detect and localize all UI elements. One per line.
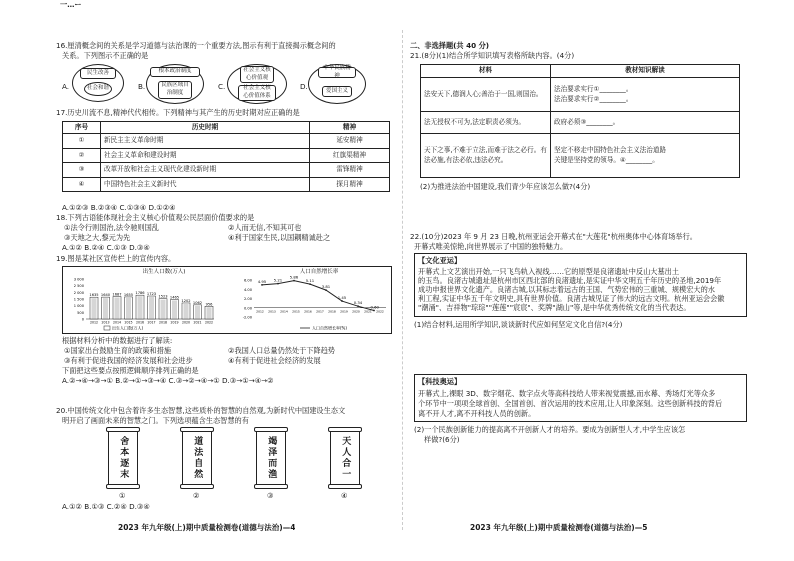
birth-bar-label: 1202	[181, 298, 191, 303]
q22-box2-title: 【科技奥运】	[418, 377, 462, 386]
q16-line1: 16.厘清概念间的关系是学习道德与法治课的一个重要方法,图示有利于直接揭示概念间的	[56, 41, 336, 50]
birth-bar-label: 1640	[100, 293, 111, 298]
q16-option-a: A.	[62, 82, 70, 91]
q19-option1: ①国家出台鼓励生育的政策和措施	[64, 346, 172, 355]
birth-chart-xtick: 2013	[101, 320, 110, 325]
growth-point-label: 5.86	[289, 274, 299, 280]
q20-line1: 20.中国传统文化中包含着许多生态智慧,这些质朴的智慧的自然观,为新时代中国建设生态文	[56, 406, 346, 415]
q17-row1-period: 新民主主义革命时期	[101, 134, 310, 149]
birth-chart-ytick: 0	[81, 317, 84, 322]
birth-chart-ytick: 1 500	[73, 297, 84, 302]
q22-line1: 22.(10分)2023 年 9 月 23 日晚,杭州亚运会开幕式在"大莲花"杭州奥体中心体育场举行。	[410, 232, 697, 241]
q22-box1-line1: 开幕式上文艺演出开始,一只飞鸟轨入视线……它的原型是良渚遗址中反山大墓出土	[418, 267, 680, 276]
birth-chart-xtick: 2022	[204, 320, 214, 325]
birth-chart-xtick: 2012	[89, 320, 99, 325]
q21-table	[420, 64, 740, 178]
growth-point	[277, 283, 279, 285]
section-title: 二、非选择题(共 40 分)	[410, 41, 490, 50]
left-column	[56, 0, 395, 561]
growth-chart	[243, 267, 386, 331]
q22-box2-line3: 离不开人才,离不开科技人员的创新。	[418, 409, 536, 418]
birth-chart-ytick: 3 000	[73, 277, 84, 282]
q17-row3-spirit: 雷锋精神	[310, 163, 390, 178]
q18-option3: ③天地之大,黎元为先	[64, 233, 131, 242]
growth-point-label: 3.81	[321, 284, 331, 290]
birth-bar-label: 1062	[192, 300, 203, 305]
q20-scroll-2-text: 道法自然	[192, 436, 203, 480]
growth-chart-xtick: 2019	[340, 309, 348, 314]
q22-sub1: (1)结合材料,运用所学知识,谈谈新时代应如何坚定文化自信?(4分)	[414, 320, 623, 329]
birth-bar-label: 1655	[123, 292, 134, 297]
q19-option4: ④有利于促进社会经济的发展	[228, 356, 321, 365]
q19-options: A.②→④→③→① B.②→①→③→④ C.③→②→④→① D.③→①→④→②	[62, 376, 274, 385]
q16-fig-b-inner: 民族区域自治制度	[158, 81, 192, 99]
growth-point	[341, 300, 343, 302]
q16-fig-b-top: 根本政治制度	[150, 67, 200, 77]
q19-line3: 下面把这些要点按照逻辑顺序排列正确的是	[62, 366, 199, 375]
right-column	[410, 0, 750, 561]
growth-chart-xtick: 2018	[328, 309, 336, 314]
birth-legend-label: 出生人口数(万人)	[112, 325, 144, 331]
q17-row2-spirit: 红旗渠精神	[310, 148, 390, 163]
q20-line2: 明开启了画面未来的智慧之门。下列选项蕴含生态智慧的有	[62, 416, 249, 425]
q20-scroll-1	[108, 430, 138, 486]
growth-point	[373, 310, 375, 312]
growth-chart-xtick: 2012	[256, 309, 264, 314]
birth-chart-xtick: 2015	[124, 320, 133, 325]
growth-point	[309, 283, 311, 285]
birth-chart	[74, 267, 214, 331]
q17-row1-no: ①	[63, 134, 101, 149]
q20-scroll-1-text: 舍本逐末	[118, 436, 129, 480]
birth-chart-ytick: 1 000	[73, 304, 84, 309]
q21-header-interpretation: 教材知识解读	[551, 65, 740, 78]
growth-chart-xtick: 2020	[352, 309, 360, 314]
q19-line1: 19.图是某社区宣传栏上的宣传内容。	[56, 254, 176, 263]
growth-chart-title: 人口自然增长率	[299, 269, 339, 275]
q20-scroll-3-text: 竭泽而渔	[266, 436, 277, 480]
q18-option1: ①法令行则国治,法令驰则国乱	[64, 223, 159, 232]
q17-row2-no: ②	[63, 148, 101, 163]
growth-chart-ytick: 6.00	[243, 278, 252, 283]
q19-option3: ③有利于促进我国的经济发展和社会进步	[64, 356, 193, 365]
growth-legend-label: 人口自然增长率(%)	[312, 325, 347, 331]
q20-scroll-2	[182, 430, 212, 486]
birth-chart-title: 出生人口数(万人)	[142, 269, 186, 275]
q22-box1-title: 【文化亚运】	[418, 256, 462, 265]
birth-bar-label: 956	[205, 302, 213, 307]
birth-legend-swatch	[104, 326, 110, 330]
birth-bar-label: 1723	[146, 292, 157, 297]
q21-sub2: (2)为推进法治中国建设,我们青少年应该怎么做?(4分)	[420, 182, 591, 191]
q21-row1-answer: 法治要求实行①________。 法治要求实行②________。	[551, 78, 740, 112]
q21-row3-material: 天下之事,不难于立法,而难于法之必行。有法必施,有法必依,违法必究。	[421, 134, 551, 178]
q17-row4-spirit: 探月精神	[310, 177, 390, 192]
q22-box2-line2: 个环节中一项项全球首创、全国首创、首次运用的技术应用,让人印象深刻。这些创新科技的背后	[418, 399, 723, 408]
footer-left: 2023 年九年级(上)期中质量检测卷(道德与法治)—4	[118, 523, 296, 532]
q20-label-4: ④	[341, 491, 348, 500]
growth-chart-xtick: 2017	[316, 309, 324, 314]
birth-bar-label: 1786	[135, 291, 145, 296]
growth-chart-xtick: 2016	[304, 309, 312, 314]
birth-chart-xtick: 2020	[181, 320, 191, 325]
birth-bar-label: 1465	[169, 295, 180, 300]
q18-option2: ②人而无信,不知其可也	[228, 223, 302, 232]
growth-point-label: 5.21	[273, 277, 283, 283]
q16-fig-a-top: 民生改善	[80, 68, 116, 79]
q21-row2-material: 法无授权不可为,法定职责必须为。	[421, 112, 551, 134]
q20-options: A.①② B.①③ C.②④ D.③④	[62, 502, 150, 511]
growth-chart-xtick: 2014	[280, 309, 288, 314]
q17-row4-no: ④	[63, 177, 101, 192]
growth-point	[357, 305, 359, 307]
growth-point-label: 5.11	[305, 278, 315, 284]
q20-label-1: ①	[119, 491, 126, 500]
q17-table	[62, 121, 390, 192]
q22-line2: 开幕式唯美惊艳,向世界展示了中国的独特魅力。	[414, 242, 568, 251]
q19-option2: ②我国人口总量仍然处于下降趋势	[228, 346, 336, 355]
footer-right: 2023 年九年级(上)期中质量检测卷(道德与法治)—5	[470, 523, 648, 532]
q22-sub2-line2: 样做?(6分)	[424, 435, 460, 444]
q17-line1: 17.历史川流不息,精神代代相传。下列精神与其产生的历史时期对应正确的是	[56, 108, 300, 117]
q16-option-b: B.	[138, 82, 146, 91]
birth-chart-xtick: 2021	[193, 320, 202, 325]
q20-scroll-3	[256, 430, 286, 486]
birth-chart-xtick: 2014	[112, 320, 122, 325]
q21-row2-answer: 政府必须③________。	[551, 112, 740, 134]
q22-sub2-line1: (2)一个民族创新能力的提高离不开创新人才的培养。要成为创新型人才,中学生应该怎	[414, 425, 686, 434]
q17-row3-period: 改革开放和社会主义现代化建设新时期	[101, 163, 310, 178]
q22-box2-line1: 开幕式上,裸眼 3D、数字烟花、数字点火等高科技给人带来视觉震撼,而水幕、秀场灯光等众多	[418, 389, 716, 398]
growth-chart-ytick: -2.00	[242, 315, 252, 320]
q16-line2: 关系。下列图示不正确的是	[62, 51, 149, 60]
growth-chart-xtick: 2021	[364, 309, 372, 314]
q18-options: A.①② B.②④ C.①③ D.③④	[62, 243, 150, 252]
q19-line2: 根据材料分析中的数据进行了解读:	[62, 336, 173, 345]
q17-row4-period: 中国特色社会主义新时代	[101, 177, 310, 192]
top-fragment: 一…ー	[60, 0, 82, 9]
growth-point-label: 0.34	[353, 300, 363, 306]
birth-chart-ytick: 2 000	[73, 290, 84, 295]
q16-fig-a-inner-label: 社会和谐	[86, 84, 109, 91]
q16-fig-d-inner: 爱国主义	[322, 86, 352, 97]
q20-label-2: ②	[193, 491, 200, 500]
q21-line1: 21.(8分)(1)结合所学知识填写表格所缺内容。(4分)	[410, 51, 575, 60]
q22-box1-line3: 成功申报世界文化遗产。良渚古城,以其标志着远古的王国、气势宏伟的三重城、规模宏大的水	[418, 285, 715, 294]
q17-header-spirit: 精神	[310, 122, 390, 134]
q21-row1-material-text: 法安天下,德润人心;善治于一国,则国治。	[424, 89, 543, 98]
birth-chart-xtick: 2019	[170, 320, 179, 325]
q18-line1: 18.下列古语能体现社会主义核心价值观公民层面价值要求的是	[56, 213, 255, 222]
column-divider	[402, 30, 403, 530]
q17-row2-period: 社会主义革命和建设时期	[101, 148, 310, 163]
birth-chart-ytick: 500	[77, 310, 84, 315]
q22-box1-line5: "潮涌"、吉祥物"琮琮""莲莲""宸宸"、奖牌"湖山"等,是中华优秀传统文化的当代表达。	[418, 303, 691, 312]
growth-point	[325, 289, 327, 291]
q19-charts	[64, 267, 390, 333]
q22-box1-line2: 的玉鸟。良渚古城遗址是杭州市区西北部的良渚遗址,是实证中华文明五千年历史的圣地,2019年	[418, 276, 722, 285]
growth-chart-xtick: 2022	[376, 309, 384, 314]
q17-header-period: 历史时期	[101, 122, 310, 134]
q18-option4: ④利于国家生民,以国耦精诚赴之	[228, 233, 331, 242]
birth-chart-xtick: 2018	[158, 320, 168, 325]
q17-options: A.①②③ B.②③④ C.①③④ D.①②④	[62, 203, 176, 212]
q21-row1-material	[421, 78, 551, 112]
q16-option-d: D.	[300, 82, 308, 91]
q22-box1-line4: 利工程,实证中华五千年文明史,具有世界价值。良渚古城见证了伟大的远古文明。杭州亚运会会徽	[418, 294, 725, 303]
q17-row1-spirit: 延安精神	[310, 134, 390, 149]
q16-fig-d-top: 中华民族精神	[318, 67, 356, 78]
q20-scroll-4-text: 天人合一	[340, 436, 351, 480]
q16-option-c: C.	[218, 82, 226, 91]
growth-point	[261, 284, 263, 286]
birth-chart-ytick: 2 500	[73, 284, 84, 289]
q20-scroll-4	[330, 430, 360, 486]
q21-header-material: 材料	[421, 65, 551, 78]
q20-label-3: ③	[267, 491, 274, 500]
growth-point	[293, 280, 295, 282]
birth-bar-label: 1523	[158, 294, 168, 299]
growth-chart-xtick: 2015	[292, 309, 300, 314]
growth-chart-ytick: 2.00	[243, 297, 252, 301]
growth-chart-ytick: 4.00	[243, 287, 252, 292]
q16-fig-c-top: 社会主义核心价值观	[240, 66, 274, 83]
q17-row3-no: ③	[63, 163, 101, 178]
birth-chart-xtick: 2016	[135, 320, 145, 325]
growth-point-label: -0.60	[369, 304, 379, 310]
q17-header-no: 序号	[63, 122, 101, 134]
growth-chart-ytick: 0.00	[243, 306, 252, 311]
growth-chart-xtick: 2013	[268, 309, 276, 314]
growth-point-label: 1.45	[337, 295, 347, 301]
birth-chart-xtick: 2017	[147, 320, 156, 325]
birth-bar-label: 1687	[112, 292, 122, 297]
q21-row3-answer: 坚定不移走中国特色社会主义法治道路 关键是坚持党的领导。④________。	[551, 134, 740, 178]
growth-point-label: 4.95	[257, 278, 267, 284]
birth-bar-label: 1635	[89, 293, 99, 298]
q16-fig-c-inner: 社会主义核心价值体系	[238, 85, 276, 101]
